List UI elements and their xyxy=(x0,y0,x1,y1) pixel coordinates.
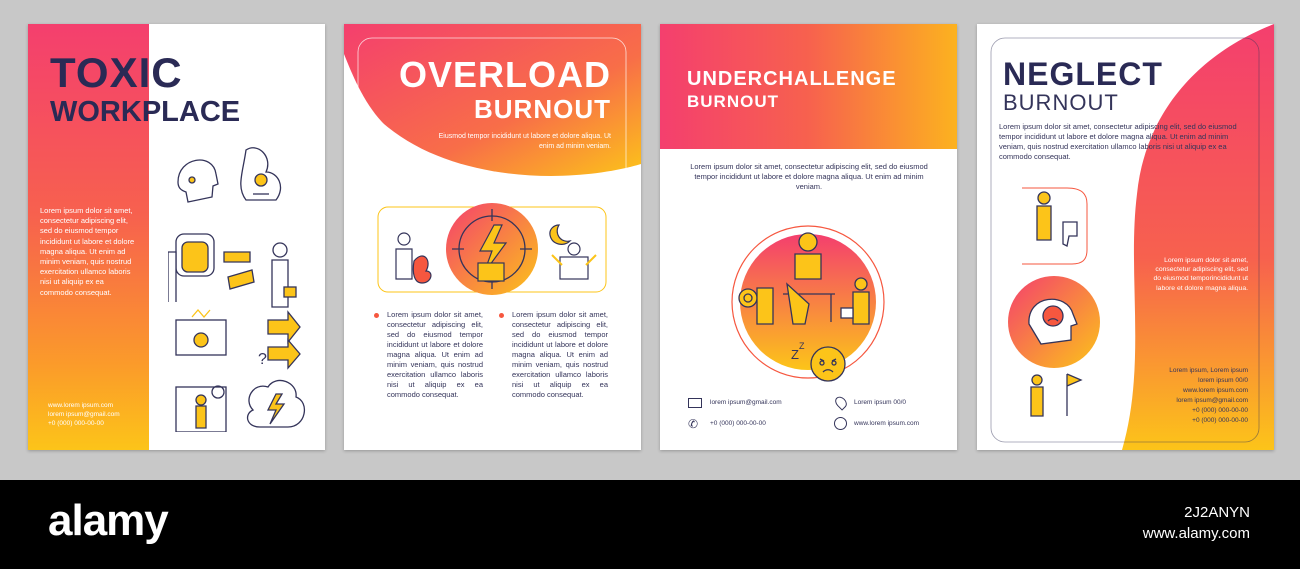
page-title-line2: BURNOUT xyxy=(1003,90,1119,115)
sleepy-face-icon xyxy=(811,347,845,381)
trapped-person-icon xyxy=(176,386,226,432)
contact-phone: +0 (000) 000-00-00 xyxy=(1192,407,1248,414)
body-column-right: Lorem ipsum dolor sit amet, consectetur adipiscing elit, sed do eiusmod tempor incididunt ut labore et dolore magna aliqua. Ut enim ad minim veniam, quis nostrud exercitation ullamco laboris nisi ut aliquip ex ea commodo consequat. xyxy=(512,310,608,399)
confused-arrows-icon xyxy=(258,312,300,368)
person-gear-icon xyxy=(176,310,226,355)
person-briefcase-icon xyxy=(272,243,296,307)
brochure-page-toxic-workplace xyxy=(28,24,325,450)
location-pin-icon xyxy=(833,394,849,410)
toxic-workplace-illustrations xyxy=(168,142,318,432)
contact-website: www.lorem ipsum.com xyxy=(48,402,114,409)
page-title-line2: WORKPLACE xyxy=(50,96,241,128)
bullet-dot xyxy=(499,313,504,318)
page-title-line2: BURNOUT xyxy=(687,92,779,111)
bored-person-icon xyxy=(795,233,821,279)
contact-address-line: Lorem ipsum, Lorem ipsum xyxy=(1169,367,1248,374)
page-title-line1: NEGLECT xyxy=(1003,56,1163,92)
brochure-page-underchallenge-burnout xyxy=(660,24,957,450)
night-overwork-icon xyxy=(550,225,596,279)
body-paragraph: Lorem ipsum dolor sit amet, consectetur adipiscing elit, sed do eiusmod tempor incididunt ut labore et dolore magna aliqua. Ut enim ad minim veniam. xyxy=(690,162,928,191)
contact-block xyxy=(48,401,148,428)
body-paragraph: Lorem ipsum dolor sit amet, consectetur adipiscing elit, sed do eiusmod tempor incididunt ut labore et dolore magna aliqua. Ut enim ad minim veniam, quis nostrud exercitation ullamco laboris nisi ut aliquip ex ea commodo consequat. xyxy=(40,206,135,297)
page-title-line1: OVERLOAD xyxy=(398,54,611,95)
lightning-cloud-icon xyxy=(248,380,305,427)
page-title-line1: UNDERCHALLENGE xyxy=(687,68,897,90)
angry-face-icon xyxy=(168,234,214,302)
contact-block xyxy=(1118,366,1248,426)
side-paragraph: Lorem ipsum dolor sit amet, consectetur adipiscing elit, sed do eiusmod temporincididunt ut labore et dolore magna aliqua. xyxy=(1153,257,1248,292)
contact-website: www.lorem ipsum.com xyxy=(1182,387,1248,394)
watermark-site: www.alamy.com xyxy=(1142,525,1250,542)
thumbs-down-icon xyxy=(1063,222,1077,246)
contact-address-number: lorem ipsum 00/0 xyxy=(1198,377,1248,384)
body-paragraph: Lorem ipsum dolor sit amet, consectetur adipiscing elit, sed do eiusmod tempor incididunt ut labore et dolore magna aliqua. Ut enim ad minim veniam, quis nostrud exercitation ullamco laboris nisi ut aliquip ex ea commodo consequat. xyxy=(999,122,1237,161)
abandoned-person-flag-icon xyxy=(1031,374,1081,416)
page-title-line1: TOXIC xyxy=(50,49,183,96)
image-id: 2J2ANYN xyxy=(1184,504,1250,521)
contact-email: lorem ipsum@gmail.com xyxy=(48,411,120,418)
neglect-illustration xyxy=(1007,184,1117,424)
contact-phone-2: +0 (000) 000-00-00 xyxy=(1192,417,1248,424)
contact-phone: +0 (000) 000-00-00 xyxy=(48,420,104,427)
body-column-left: Lorem ipsum dolor sit amet, consectetur adipiscing elit, sed do eiusmod tempor incididunt ut labore et dolore magna aliqua. Ut enim ad minim veniam, quis nostrud exercitation ullamco laboris nisi ut aliquip ex ea commodo consequat. xyxy=(387,310,483,399)
contact-phone: +0 (000) 000-00-00 xyxy=(710,420,766,427)
underchallenge-illustration xyxy=(713,224,903,384)
svg-text:Z: Z xyxy=(791,347,799,362)
fire-person-icon xyxy=(241,148,281,200)
overload-icons-row xyxy=(374,199,614,309)
burning-person-icon xyxy=(396,233,431,283)
envelope-icon xyxy=(688,398,702,408)
brochure-page-overload-burnout xyxy=(344,24,641,450)
head-profile-icon xyxy=(178,160,218,202)
contact-website: www.lorem ipsum.com xyxy=(854,420,920,427)
watermark-bar xyxy=(0,480,1300,569)
ignored-person-icon xyxy=(1037,192,1051,240)
page-title-line2: BURNOUT xyxy=(474,94,611,124)
contact-location: Lorem ipsum 00/0 xyxy=(854,399,907,406)
pointing-hands-icon xyxy=(224,252,254,289)
contact-email: lorem ipsum@gmail.com xyxy=(710,399,782,406)
globe-icon xyxy=(834,417,847,430)
alamy-logo: alamy xyxy=(48,496,168,545)
brochure-page-neglect-burnout xyxy=(977,24,1274,450)
bullet-dot xyxy=(374,313,379,318)
svg-text:Z: Z xyxy=(799,341,805,351)
svg-text:?: ? xyxy=(258,351,267,368)
phone-icon: ✆ xyxy=(688,417,699,431)
watermark-info xyxy=(1143,502,1250,544)
contact-email: lorem ipsum@gmail.com xyxy=(1176,397,1248,404)
subtitle-text: Eiusmod tempor incididunt ut labore et dolore aliqua. Ut enim ad minim veniam. xyxy=(438,133,611,150)
